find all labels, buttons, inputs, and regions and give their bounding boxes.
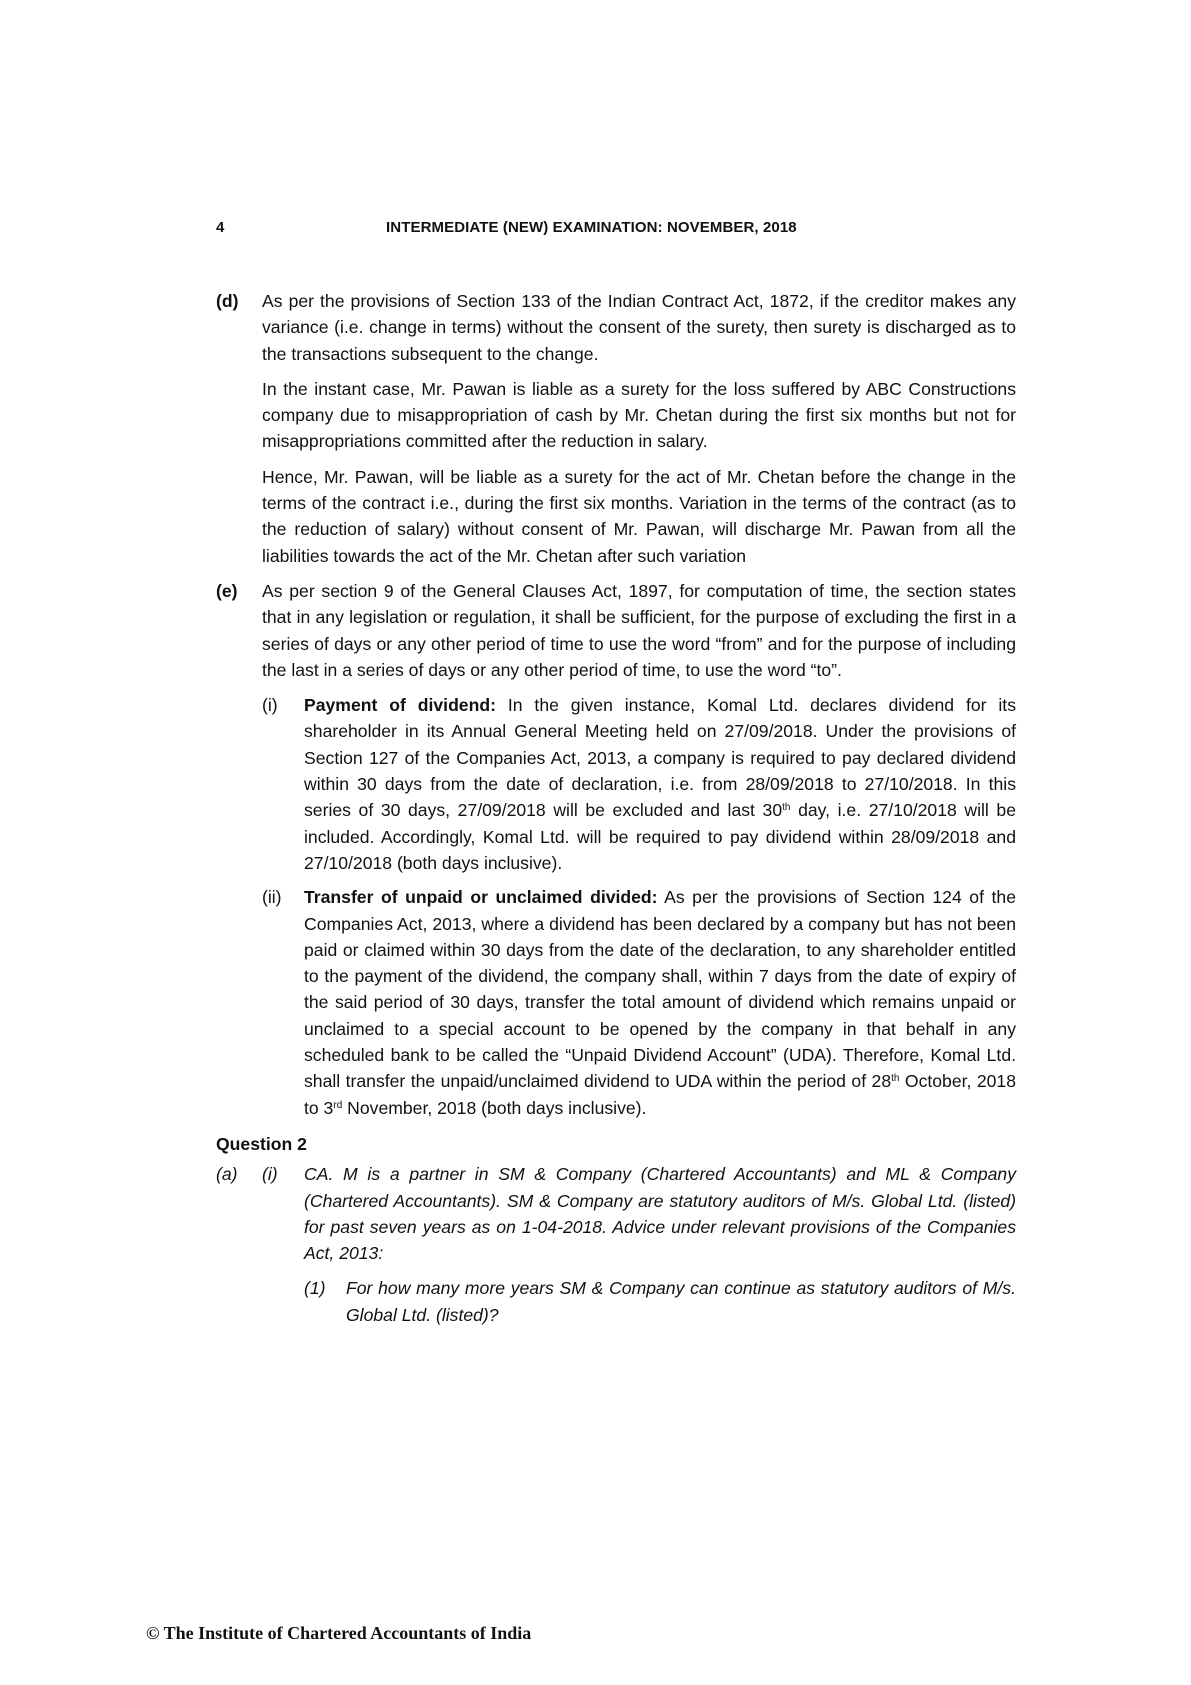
answer-d-paragraph-3: Hence, Mr. Pawan, will be liable as a surety for the act of Mr. Chetan before the change in the terms of the contract i.e., during the first six months. Variation in the terms of the contract (as to the reduction of salary) without consent of Mr. Pawan, will discharge Mr. Pawan from all the liabilities towards the act of the Mr. Chetan after such variation	[262, 466, 1016, 566]
sub-ii-title: Transfer of unpaid or unclaimed divided:	[304, 887, 658, 908]
question-2a-i-text: CA. M is a partner in SM & Company (Chartered Accountants) and ML & Company (Chartered Accountants). SM & Company are statutory auditors of M/s. Global Ltd. (listed) for past seven years as on 1-04-2018. Advice under relevant provisions of the Companies Act, 2013:	[304, 1164, 1016, 1264]
sub-ii-sup-1: th	[891, 1073, 900, 1085]
answer-d-paragraph-2: In the instant case, Mr. Pawan is liable as a surety for the loss suffered by ABC Constructions company due to misappropriation of cash by Mr. Chetan during the first six months but not for misappropriations committed after the reduction in salary.	[262, 378, 1016, 452]
answer-e-label: (e)	[216, 580, 238, 601]
sub-ii-text-part-1: As per the provisions of Section 124 of the Companies Act, 2013, where a dividend has been declared by a company but has not been paid or claimed within 30 days from the date of the declaration, to any shareholder entitled to the payment of the dividend, the company shall, within 7 days from the date of expiry of the said period of 30 days, transfer the total amount of dividend which remains unpaid or unclaimed to a special account to be opened by the company in that behalf in any scheduled bank to be called the “Unpaid Dividend Account” (UDA). Therefore, Komal Ltd. shall transfer the unpaid/unclaimed dividend to UDA within the period of 28	[304, 887, 1016, 1092]
sub-ii-text-part-2: October, 2018 to 3	[304, 1071, 1016, 1118]
question-2-a-label: (a)	[216, 1164, 238, 1185]
answer-d-paragraph-1: As per the provisions of Section 133 of the Indian Contract Act, 1872, if the creditor makes any variance (i.e. change in terms) without the consent of the surety, then surety is discharged as to the transactions subsequent to the change.	[262, 291, 1016, 364]
sub-ii-label: (ii)	[262, 887, 282, 908]
answer-e-sub-ii	[216, 884, 1016, 1121]
header-title: INTERMEDIATE (NEW) EXAMINATION: NOVEMBER, 2018	[386, 219, 797, 236]
sub-ii-sup-2: rd	[333, 1099, 343, 1111]
sub-i-sup-1: th	[782, 802, 791, 814]
question-2a-i-1-text: For how many more years SM & Company can continue as statutory auditors of M/s. Global Ltd. (listed)?	[346, 1278, 1016, 1325]
sub-i-label: (i)	[262, 695, 278, 716]
sub-i-text	[304, 692, 1016, 876]
answer-d	[216, 288, 1016, 569]
answer-e-paragraph-1: As per section 9 of the General Clauses Act, 1897, for computation of time, the section states that in any legislation or regulation, it shall be sufficient, for the purpose of excluding the first in a series of days or any other period of time to use the word “from” and for the purpose of including the last in a series of days or any other period of time, to use the word “to”.	[262, 580, 1016, 680]
question-2a-i	[216, 1161, 1016, 1266]
sub-ii-text	[304, 884, 1016, 1121]
question-2-heading: Question 2	[216, 1133, 307, 1154]
question-2a-i-1-label: (1)	[304, 1278, 326, 1299]
question-2-i-label: (i)	[262, 1164, 278, 1185]
page-footer: © The Institute of Chartered Accountants of India	[146, 1623, 532, 1643]
main-content	[216, 288, 1016, 1328]
question-2a-i-1	[216, 1275, 1016, 1328]
sub-i-text-part-2: day, i.e. 27/10/2018 will be included. Accordingly, Komal Ltd. will be required to pay dividend within 28/09/2018 and 27/10/2018 (both days inclusive).	[304, 800, 1016, 873]
sub-i-title: Payment of dividend:	[304, 695, 496, 716]
answer-e-sub-i	[216, 692, 1016, 876]
page-number: 4	[216, 219, 225, 236]
sub-ii-text-part-3: November, 2018 (both days inclusive).	[342, 1097, 647, 1118]
answer-e	[216, 578, 1016, 683]
answer-d-label: (d)	[216, 291, 239, 311]
sub-i-text-part-1: In the given instance, Komal Ltd. declares dividend for its shareholder in its Annual General Meeting held on 27/09/2018. Under the provisions of Section 127 of the Companies Act, 2013, a company is required to pay declared dividend within 30 days from the date of declaration, i.e. from 28/09/2018 to 27/10/2018. In this series of 30 days, 27/09/2018 will be excluded and last 30	[304, 695, 1016, 821]
